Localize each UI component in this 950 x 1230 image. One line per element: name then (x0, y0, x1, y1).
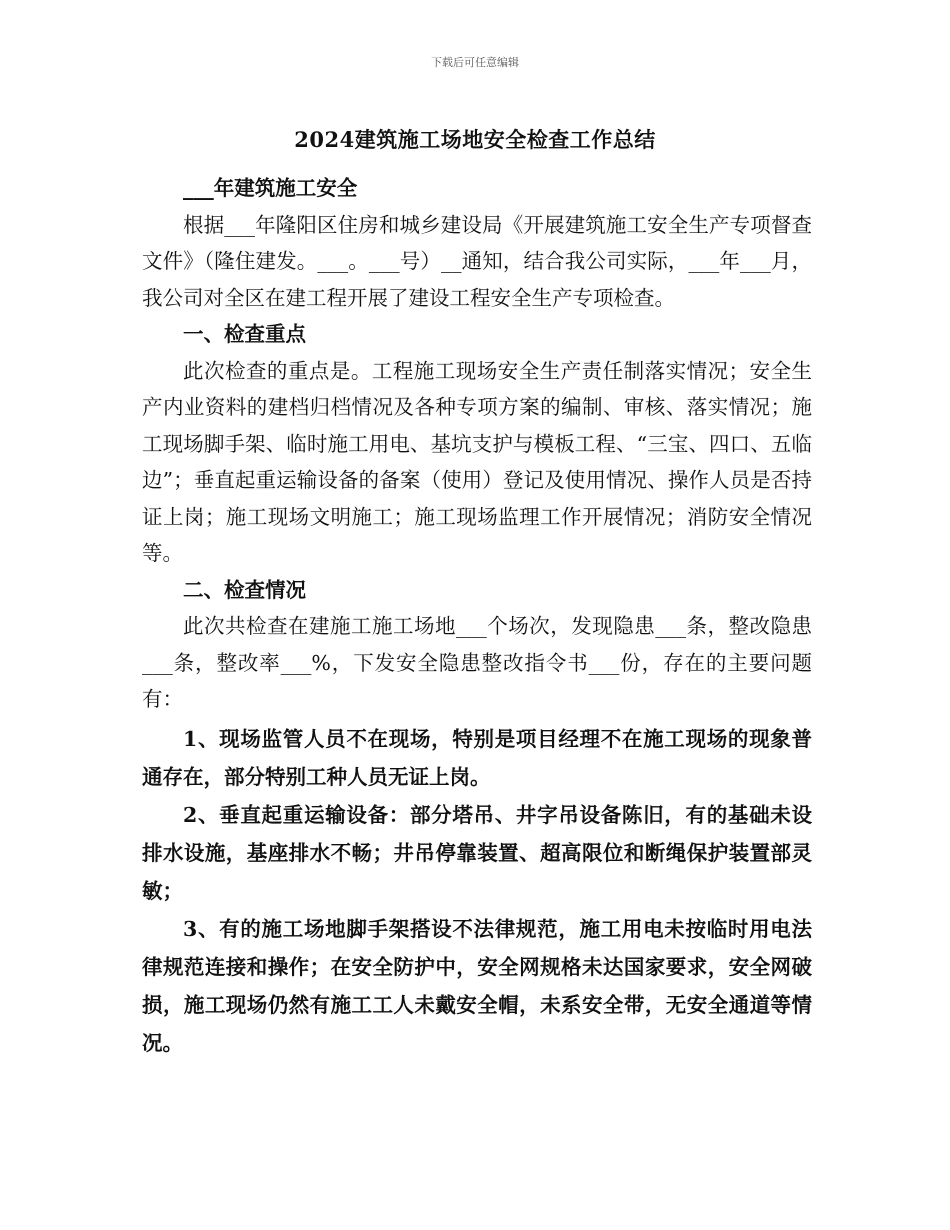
section-heading-year: ___年建筑施工安全 (183, 176, 358, 200)
problem-item-1: 1、现场监管人员不在现场，特别是项目经理不在施工现场的现象普通存在，部分特别工种人员无证上岗。 (142, 726, 812, 789)
paragraph-intro: 根据___年隆阳区住房和城乡建设局《开展建筑施工安全生产专项督查文件》（隆住建发。___。___号）__通知，结合我公司实际，___年___月，我公司对全区在建工程开展了建设工程安全生产专项检查。 (142, 212, 812, 310)
document-body (142, 170, 812, 1062)
paragraph-inspection-focus: 此次检查的重点是。工程施工现场安全生产责任制落实情况；安全生产内业资料的建档归档情况及各种专项方案的编制、审核、落实情况；施工现场脚手架、临时施工用电、基坑支护与模板工程、“三宝、四口、五临边”；垂直起重运输设备的备案（使用）登记及使用情况、操作人员是否持证上岗；施工现场文明施工；施工现场监理工作开展情况；消防安全情况等。 (142, 358, 812, 565)
header-note: 下载后可任意编辑 (431, 56, 519, 69)
problem-item-2: 2、垂直起重运输设备：部分塔吊、井字吊设备陈旧，有的基础未设排水设施，基座排水不畅；井吊停靠装置、超高限位和断绳保护装置部灵敏； (142, 802, 812, 903)
problem-item-3: 3、有的施工场地脚手架搭设不法律规范，施工用电未按临时用电法律规范连接和操作；在安全防护中，安全网规格未达国家要求，安全网破损，施工现场仍然有施工工人未戴安全帽，未系安全带，无安全通道等情况。 (142, 916, 812, 1055)
paragraph-inspection-status: 此次共检查在建施工施工场地___个场次，发现隐患___条，整改隐患___条，整改率___%，下发安全隐患整改指令书___份，存在的主要问题有： (142, 614, 812, 711)
section-heading-inspection-status: 二、检查情况 (183, 577, 306, 602)
document-title: 2024建筑施工场地安全检查工作总结 (294, 127, 656, 152)
section-heading-inspection-focus: 一、检查重点 (183, 322, 306, 346)
